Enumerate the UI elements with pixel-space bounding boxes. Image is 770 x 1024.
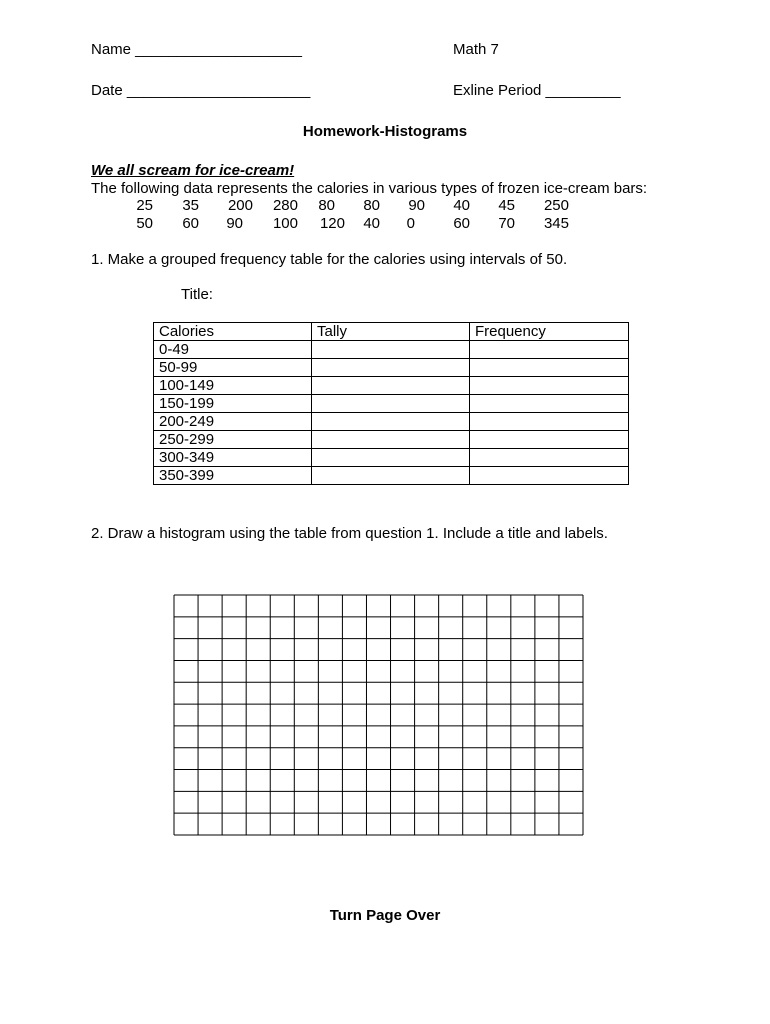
table-row <box>154 431 629 449</box>
interval-cell: 250-299 <box>154 431 312 449</box>
frequency-table <box>153 322 629 485</box>
interval-cell: 300-349 <box>154 449 312 467</box>
data-value: 70 <box>498 215 515 232</box>
frequency-cell[interactable] <box>470 449 629 467</box>
header-frequency: Frequency <box>470 323 629 341</box>
tally-cell[interactable] <box>312 341 470 359</box>
table-title-label: Title: <box>181 286 213 303</box>
data-value: 60 <box>453 215 470 232</box>
period-field[interactable]: Exline Period _________ <box>453 82 621 99</box>
graph-paper-grid[interactable] <box>173 594 585 837</box>
table-row <box>154 413 629 431</box>
interval-cell: 200-249 <box>154 413 312 431</box>
data-value: 100 <box>272 215 298 232</box>
tally-cell[interactable] <box>312 359 470 377</box>
intro-text: The following data represents the calories in various types of frozen ice-cream bars: <box>91 180 648 197</box>
frequency-cell[interactable] <box>470 359 629 377</box>
tally-cell[interactable] <box>312 413 470 431</box>
section-subtitle: We all scream for ice-cream! <box>91 162 295 179</box>
data-row-1 <box>0 197 770 215</box>
data-value: 280 <box>272 197 298 214</box>
question-1: 1. Make a grouped frequency table for the calories using intervals of 50. <box>91 251 568 268</box>
frequency-cell[interactable] <box>470 467 629 485</box>
data-value: 35 <box>182 197 199 214</box>
data-value: 80 <box>318 197 335 214</box>
table-row <box>154 341 629 359</box>
data-value: 60 <box>182 215 199 232</box>
table-row <box>154 449 629 467</box>
interval-cell: 50-99 <box>154 359 312 377</box>
interval-cell: 150-199 <box>154 395 312 413</box>
date-field[interactable]: Date ______________________ <box>91 82 311 99</box>
tally-cell[interactable] <box>312 395 470 413</box>
data-value: 200 <box>227 197 253 214</box>
table-row <box>154 359 629 377</box>
frequency-cell[interactable] <box>470 395 629 413</box>
header-tally: Tally <box>312 323 470 341</box>
name-field[interactable]: Name ____________________ <box>91 41 303 58</box>
frequency-cell[interactable] <box>470 341 629 359</box>
frequency-cell[interactable] <box>470 431 629 449</box>
tally-cell[interactable] <box>312 377 470 395</box>
turn-page-note: Turn Page Over <box>329 907 441 924</box>
data-value: 25 <box>136 197 153 214</box>
tally-cell[interactable] <box>312 467 470 485</box>
tally-cell[interactable] <box>312 431 470 449</box>
course-label: Math 7 <box>453 41 499 58</box>
tally-cell[interactable] <box>312 449 470 467</box>
table-row <box>154 377 629 395</box>
question-2: 2. Draw a histogram using the table from question 1. Include a title and labels. <box>91 525 608 542</box>
frequency-cell[interactable] <box>470 413 629 431</box>
page-title: Homework-Histograms <box>302 123 468 140</box>
data-value: 0 <box>406 215 415 232</box>
data-value: 90 <box>226 215 243 232</box>
data-value: 40 <box>453 197 470 214</box>
data-value: 90 <box>408 197 425 214</box>
data-value: 50 <box>136 215 153 232</box>
header-calories: Calories <box>154 323 312 341</box>
interval-cell: 0-49 <box>154 341 312 359</box>
data-value: 345 <box>543 215 569 232</box>
table-header-row <box>154 323 629 341</box>
table-row <box>154 467 629 485</box>
data-value: 250 <box>543 197 569 214</box>
interval-cell: 350-399 <box>154 467 312 485</box>
data-value: 45 <box>498 197 515 214</box>
interval-cell: 100-149 <box>154 377 312 395</box>
frequency-cell[interactable] <box>470 377 629 395</box>
data-row-2 <box>0 215 770 233</box>
table-row <box>154 395 629 413</box>
data-value: 40 <box>363 215 380 232</box>
data-value: 120 <box>319 215 345 232</box>
data-value: 80 <box>363 197 380 214</box>
